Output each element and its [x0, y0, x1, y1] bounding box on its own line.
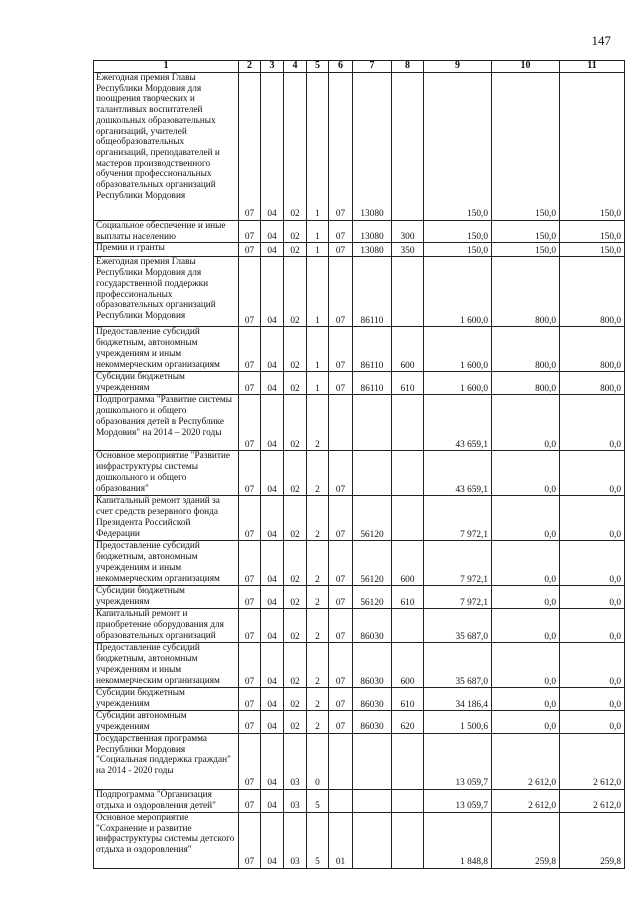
amount-cell: 800,0 — [492, 372, 560, 395]
code-cell: 07 — [239, 243, 261, 257]
amount-cell: 0,0 — [492, 711, 560, 733]
amount-cell: 35 687,0 — [424, 643, 492, 688]
table-row — [94, 812, 625, 868]
code-cell: 03 — [284, 733, 307, 789]
amount-cell: 150,0 — [424, 221, 492, 243]
code-cell — [353, 789, 392, 812]
code-cell: 02 — [284, 711, 307, 733]
code-cell: 04 — [261, 327, 284, 372]
code-cell: 600 — [392, 327, 424, 372]
amount-cell: 35 687,0 — [424, 609, 492, 643]
code-cell: 610 — [392, 586, 424, 609]
row-name-cell: Субсидии автономным учреждениям — [94, 711, 239, 733]
code-cell: 04 — [261, 257, 284, 327]
table-row — [94, 257, 625, 327]
row-name-cell: Государственная программа Республики Мордовия "Социальная поддержка граждан" на 2014 - 2020 годы — [94, 733, 239, 789]
code-cell: 350 — [392, 243, 424, 257]
table-row — [94, 372, 625, 395]
code-cell: 07 — [329, 609, 353, 643]
code-cell: 02 — [284, 609, 307, 643]
table-row — [94, 643, 625, 688]
code-cell — [353, 733, 392, 789]
code-cell: 13080 — [353, 221, 392, 243]
amount-cell: 150,0 — [492, 221, 560, 243]
code-cell: 04 — [261, 541, 284, 586]
amount-cell: 259,8 — [560, 812, 625, 868]
table-row — [94, 395, 625, 451]
code-cell: 04 — [261, 395, 284, 451]
amount-cell: 0,0 — [560, 395, 625, 451]
code-cell: 02 — [284, 243, 307, 257]
table-row — [94, 73, 625, 221]
code-cell: 02 — [284, 327, 307, 372]
code-cell: 07 — [329, 711, 353, 733]
table-row — [94, 327, 625, 372]
code-cell: 620 — [392, 711, 424, 733]
amount-cell: 150,0 — [560, 221, 625, 243]
code-cell: 86030 — [353, 609, 392, 643]
code-cell — [329, 395, 353, 451]
row-name-cell: Ежегодная премия Главы Республики Мордовия для государственной поддержки профессиональных образовательных организаций Республики Мордовия — [94, 257, 239, 327]
amount-cell: 0,0 — [560, 688, 625, 711]
amount-cell: 150,0 — [424, 243, 492, 257]
code-cell: 07 — [239, 221, 261, 243]
column-header-5: 5 — [307, 61, 329, 73]
amount-cell: 34 186,4 — [424, 688, 492, 711]
amount-cell: 0,0 — [560, 586, 625, 609]
code-cell: 04 — [261, 221, 284, 243]
row-name-cell: Предоставление субсидий бюджетным, автономным учреждениям и иным некоммерческим организациям — [94, 327, 239, 372]
code-cell: 07 — [329, 372, 353, 395]
code-cell — [392, 812, 424, 868]
amount-cell: 1 600,0 — [424, 257, 492, 327]
code-cell: 07 — [239, 789, 261, 812]
table-row — [94, 688, 625, 711]
amount-cell: 800,0 — [560, 257, 625, 327]
code-cell: 300 — [392, 221, 424, 243]
code-cell: 07 — [239, 812, 261, 868]
row-name-cell: Социальное обеспечение и иные выплаты населению — [94, 221, 239, 243]
code-cell: 02 — [284, 586, 307, 609]
amount-cell: 2 612,0 — [492, 733, 560, 789]
code-cell: 04 — [261, 586, 284, 609]
code-cell: 02 — [284, 643, 307, 688]
amount-cell: 0,0 — [492, 451, 560, 496]
code-cell: 04 — [261, 733, 284, 789]
amount-cell: 150,0 — [492, 73, 560, 221]
code-cell: 01 — [329, 812, 353, 868]
code-cell: 02 — [284, 372, 307, 395]
amount-cell: 150,0 — [560, 73, 625, 221]
row-name-cell: Ежегодная премия Главы Республики Мордовия для поощрения творческих и талантливых воспитателей дошкольных образовательных организаций, учителей общеобразовательных организаций, преподавателей и мастеров производственного обучения профессиональных образовательных организаций Республики Мордовия — [94, 73, 239, 221]
code-cell: 07 — [239, 609, 261, 643]
code-cell: 2 — [307, 609, 329, 643]
code-cell: 0 — [307, 733, 329, 789]
header-row — [94, 61, 625, 73]
amount-cell: 0,0 — [560, 451, 625, 496]
code-cell: 56120 — [353, 496, 392, 541]
code-cell: 04 — [261, 496, 284, 541]
code-cell: 2 — [307, 395, 329, 451]
table-header — [94, 61, 625, 73]
row-name-cell: Основное мероприятие "Сохранение и развитие инфраструктуры системы детского отдыха и оздоровления" — [94, 812, 239, 868]
code-cell — [353, 395, 392, 451]
code-cell: 04 — [261, 688, 284, 711]
code-cell: 86030 — [353, 643, 392, 688]
amount-cell: 800,0 — [560, 372, 625, 395]
amount-cell: 800,0 — [492, 257, 560, 327]
row-name-cell: Предоставление субсидий бюджетным, автономным учреждениям и иным некоммерческим организациям — [94, 541, 239, 586]
amount-cell: 0,0 — [492, 609, 560, 643]
code-cell: 86110 — [353, 372, 392, 395]
column-header-2: 2 — [239, 61, 261, 73]
table-row — [94, 451, 625, 496]
code-cell: 04 — [261, 643, 284, 688]
code-cell: 07 — [239, 711, 261, 733]
code-cell: 1 — [307, 73, 329, 221]
code-cell — [392, 73, 424, 221]
code-cell: 02 — [284, 496, 307, 541]
code-cell: 07 — [239, 496, 261, 541]
code-cell: 86030 — [353, 688, 392, 711]
code-cell: 04 — [261, 789, 284, 812]
code-cell: 07 — [329, 586, 353, 609]
code-cell: 86110 — [353, 257, 392, 327]
code-cell — [392, 395, 424, 451]
amount-cell: 2 612,0 — [560, 789, 625, 812]
code-cell: 04 — [261, 243, 284, 257]
code-cell: 07 — [329, 73, 353, 221]
code-cell: 2 — [307, 496, 329, 541]
row-name-cell: Основное мероприятие "Развитие инфраструктуры системы дошкольного и общего образования" — [94, 451, 239, 496]
code-cell: 2 — [307, 643, 329, 688]
code-cell: 07 — [239, 586, 261, 609]
code-cell: 1 — [307, 257, 329, 327]
table-row — [94, 711, 625, 733]
code-cell — [392, 609, 424, 643]
column-header-11: 11 — [560, 61, 625, 73]
amount-cell: 800,0 — [560, 327, 625, 372]
code-cell: 02 — [284, 221, 307, 243]
code-cell: 07 — [239, 541, 261, 586]
code-cell: 1 — [307, 221, 329, 243]
table-row — [94, 243, 625, 257]
amount-cell: 0,0 — [560, 496, 625, 541]
code-cell: 600 — [392, 643, 424, 688]
amount-cell: 43 659,1 — [424, 395, 492, 451]
code-cell: 04 — [261, 372, 284, 395]
table-row — [94, 496, 625, 541]
row-name-cell: Подпрограмма "Организация отдыха и оздоровления детей" — [94, 789, 239, 812]
code-cell — [392, 789, 424, 812]
amount-cell: 800,0 — [492, 327, 560, 372]
code-cell: 5 — [307, 789, 329, 812]
column-header-7: 7 — [353, 61, 392, 73]
code-cell: 610 — [392, 372, 424, 395]
amount-cell: 0,0 — [560, 643, 625, 688]
row-name-cell: Субсидии бюджетным учреждениям — [94, 688, 239, 711]
code-cell: 02 — [284, 257, 307, 327]
code-cell: 07 — [239, 327, 261, 372]
code-cell: 02 — [284, 73, 307, 221]
code-cell: 07 — [239, 395, 261, 451]
amount-cell: 43 659,1 — [424, 451, 492, 496]
amount-cell: 1 600,0 — [424, 327, 492, 372]
table-row — [94, 541, 625, 586]
code-cell: 2 — [307, 541, 329, 586]
code-cell: 07 — [329, 221, 353, 243]
code-cell: 13080 — [353, 73, 392, 221]
code-cell: 04 — [261, 711, 284, 733]
table-row — [94, 221, 625, 243]
code-cell: 2 — [307, 711, 329, 733]
amount-cell: 7 972,1 — [424, 586, 492, 609]
amount-cell: 150,0 — [424, 73, 492, 221]
code-cell: 600 — [392, 541, 424, 586]
column-header-8: 8 — [392, 61, 424, 73]
code-cell — [353, 812, 392, 868]
amount-cell: 1 500,6 — [424, 711, 492, 733]
code-cell: 1 — [307, 372, 329, 395]
column-header-9: 9 — [424, 61, 492, 73]
code-cell: 04 — [261, 609, 284, 643]
row-name-cell: Капитальный ремонт и приобретение оборудования для образовательных организаций — [94, 609, 239, 643]
row-name-cell: Субсидии бюджетным учреждениям — [94, 586, 239, 609]
amount-cell: 0,0 — [492, 496, 560, 541]
code-cell: 04 — [261, 73, 284, 221]
row-name-cell: Подпрограмма "Развитие системы дошкольного и общего образования детей в Республике Мордовия" на 2014 – 2020 годы — [94, 395, 239, 451]
table-body — [94, 73, 625, 869]
code-cell — [353, 451, 392, 496]
row-name-cell: Предоставление субсидий бюджетным, автономным учреждениям и иным некоммерческим организациям — [94, 643, 239, 688]
code-cell: 86110 — [353, 327, 392, 372]
code-cell: 03 — [284, 789, 307, 812]
amount-cell: 0,0 — [560, 609, 625, 643]
column-header-4: 4 — [284, 61, 307, 73]
code-cell — [329, 733, 353, 789]
code-cell: 2 — [307, 688, 329, 711]
code-cell: 07 — [239, 451, 261, 496]
code-cell: 07 — [239, 257, 261, 327]
amount-cell: 259,8 — [492, 812, 560, 868]
code-cell: 5 — [307, 812, 329, 868]
code-cell: 610 — [392, 688, 424, 711]
code-cell: 86030 — [353, 711, 392, 733]
code-cell: 07 — [329, 541, 353, 586]
amount-cell: 13 059,7 — [424, 733, 492, 789]
code-cell: 07 — [329, 257, 353, 327]
amount-cell: 7 972,1 — [424, 496, 492, 541]
table-row — [94, 609, 625, 643]
code-cell: 07 — [239, 688, 261, 711]
code-cell: 02 — [284, 395, 307, 451]
amount-cell: 150,0 — [492, 243, 560, 257]
code-cell: 1 — [307, 243, 329, 257]
amount-cell: 7 972,1 — [424, 541, 492, 586]
table-row — [94, 733, 625, 789]
code-cell: 13080 — [353, 243, 392, 257]
table-row — [94, 586, 625, 609]
code-cell: 02 — [284, 541, 307, 586]
code-cell: 07 — [329, 327, 353, 372]
row-name-cell: Премии и гранты — [94, 243, 239, 257]
amount-cell: 0,0 — [492, 688, 560, 711]
budget-table — [93, 60, 625, 869]
code-cell: 03 — [284, 812, 307, 868]
code-cell: 07 — [239, 643, 261, 688]
row-name-cell: Субсидии бюджетным учреждениям — [94, 372, 239, 395]
code-cell — [329, 789, 353, 812]
code-cell: 07 — [329, 496, 353, 541]
code-cell: 07 — [239, 73, 261, 221]
code-cell — [392, 451, 424, 496]
code-cell — [392, 496, 424, 541]
code-cell: 02 — [284, 451, 307, 496]
amount-cell: 0,0 — [492, 586, 560, 609]
amount-cell: 13 059,7 — [424, 789, 492, 812]
code-cell: 2 — [307, 451, 329, 496]
code-cell: 07 — [329, 688, 353, 711]
column-header-3: 3 — [261, 61, 284, 73]
code-cell: 07 — [239, 372, 261, 395]
amount-cell: 0,0 — [492, 643, 560, 688]
column-header-10: 10 — [492, 61, 560, 73]
code-cell: 04 — [261, 812, 284, 868]
code-cell: 07 — [329, 643, 353, 688]
column-header-6: 6 — [329, 61, 353, 73]
amount-cell: 0,0 — [560, 541, 625, 586]
code-cell: 56120 — [353, 541, 392, 586]
code-cell: 2 — [307, 586, 329, 609]
amount-cell: 2 612,0 — [492, 789, 560, 812]
amount-cell: 0,0 — [560, 711, 625, 733]
amount-cell: 1 600,0 — [424, 372, 492, 395]
code-cell — [392, 257, 424, 327]
code-cell: 07 — [329, 243, 353, 257]
code-cell: 1 — [307, 327, 329, 372]
amount-cell: 1 848,8 — [424, 812, 492, 868]
code-cell: 04 — [261, 451, 284, 496]
code-cell: 02 — [284, 688, 307, 711]
page-number: 147 — [591, 33, 611, 48]
code-cell — [392, 733, 424, 789]
code-cell: 07 — [239, 733, 261, 789]
column-header-1: 1 — [94, 61, 239, 73]
code-cell: 56120 — [353, 586, 392, 609]
row-name-cell: Капитальный ремонт зданий за счет средств резервного фонда Президента Российской Федерации — [94, 496, 239, 541]
amount-cell: 150,0 — [560, 243, 625, 257]
amount-cell: 0,0 — [492, 395, 560, 451]
code-cell: 07 — [329, 451, 353, 496]
amount-cell: 2 612,0 — [560, 733, 625, 789]
table-row — [94, 789, 625, 812]
amount-cell: 0,0 — [492, 541, 560, 586]
